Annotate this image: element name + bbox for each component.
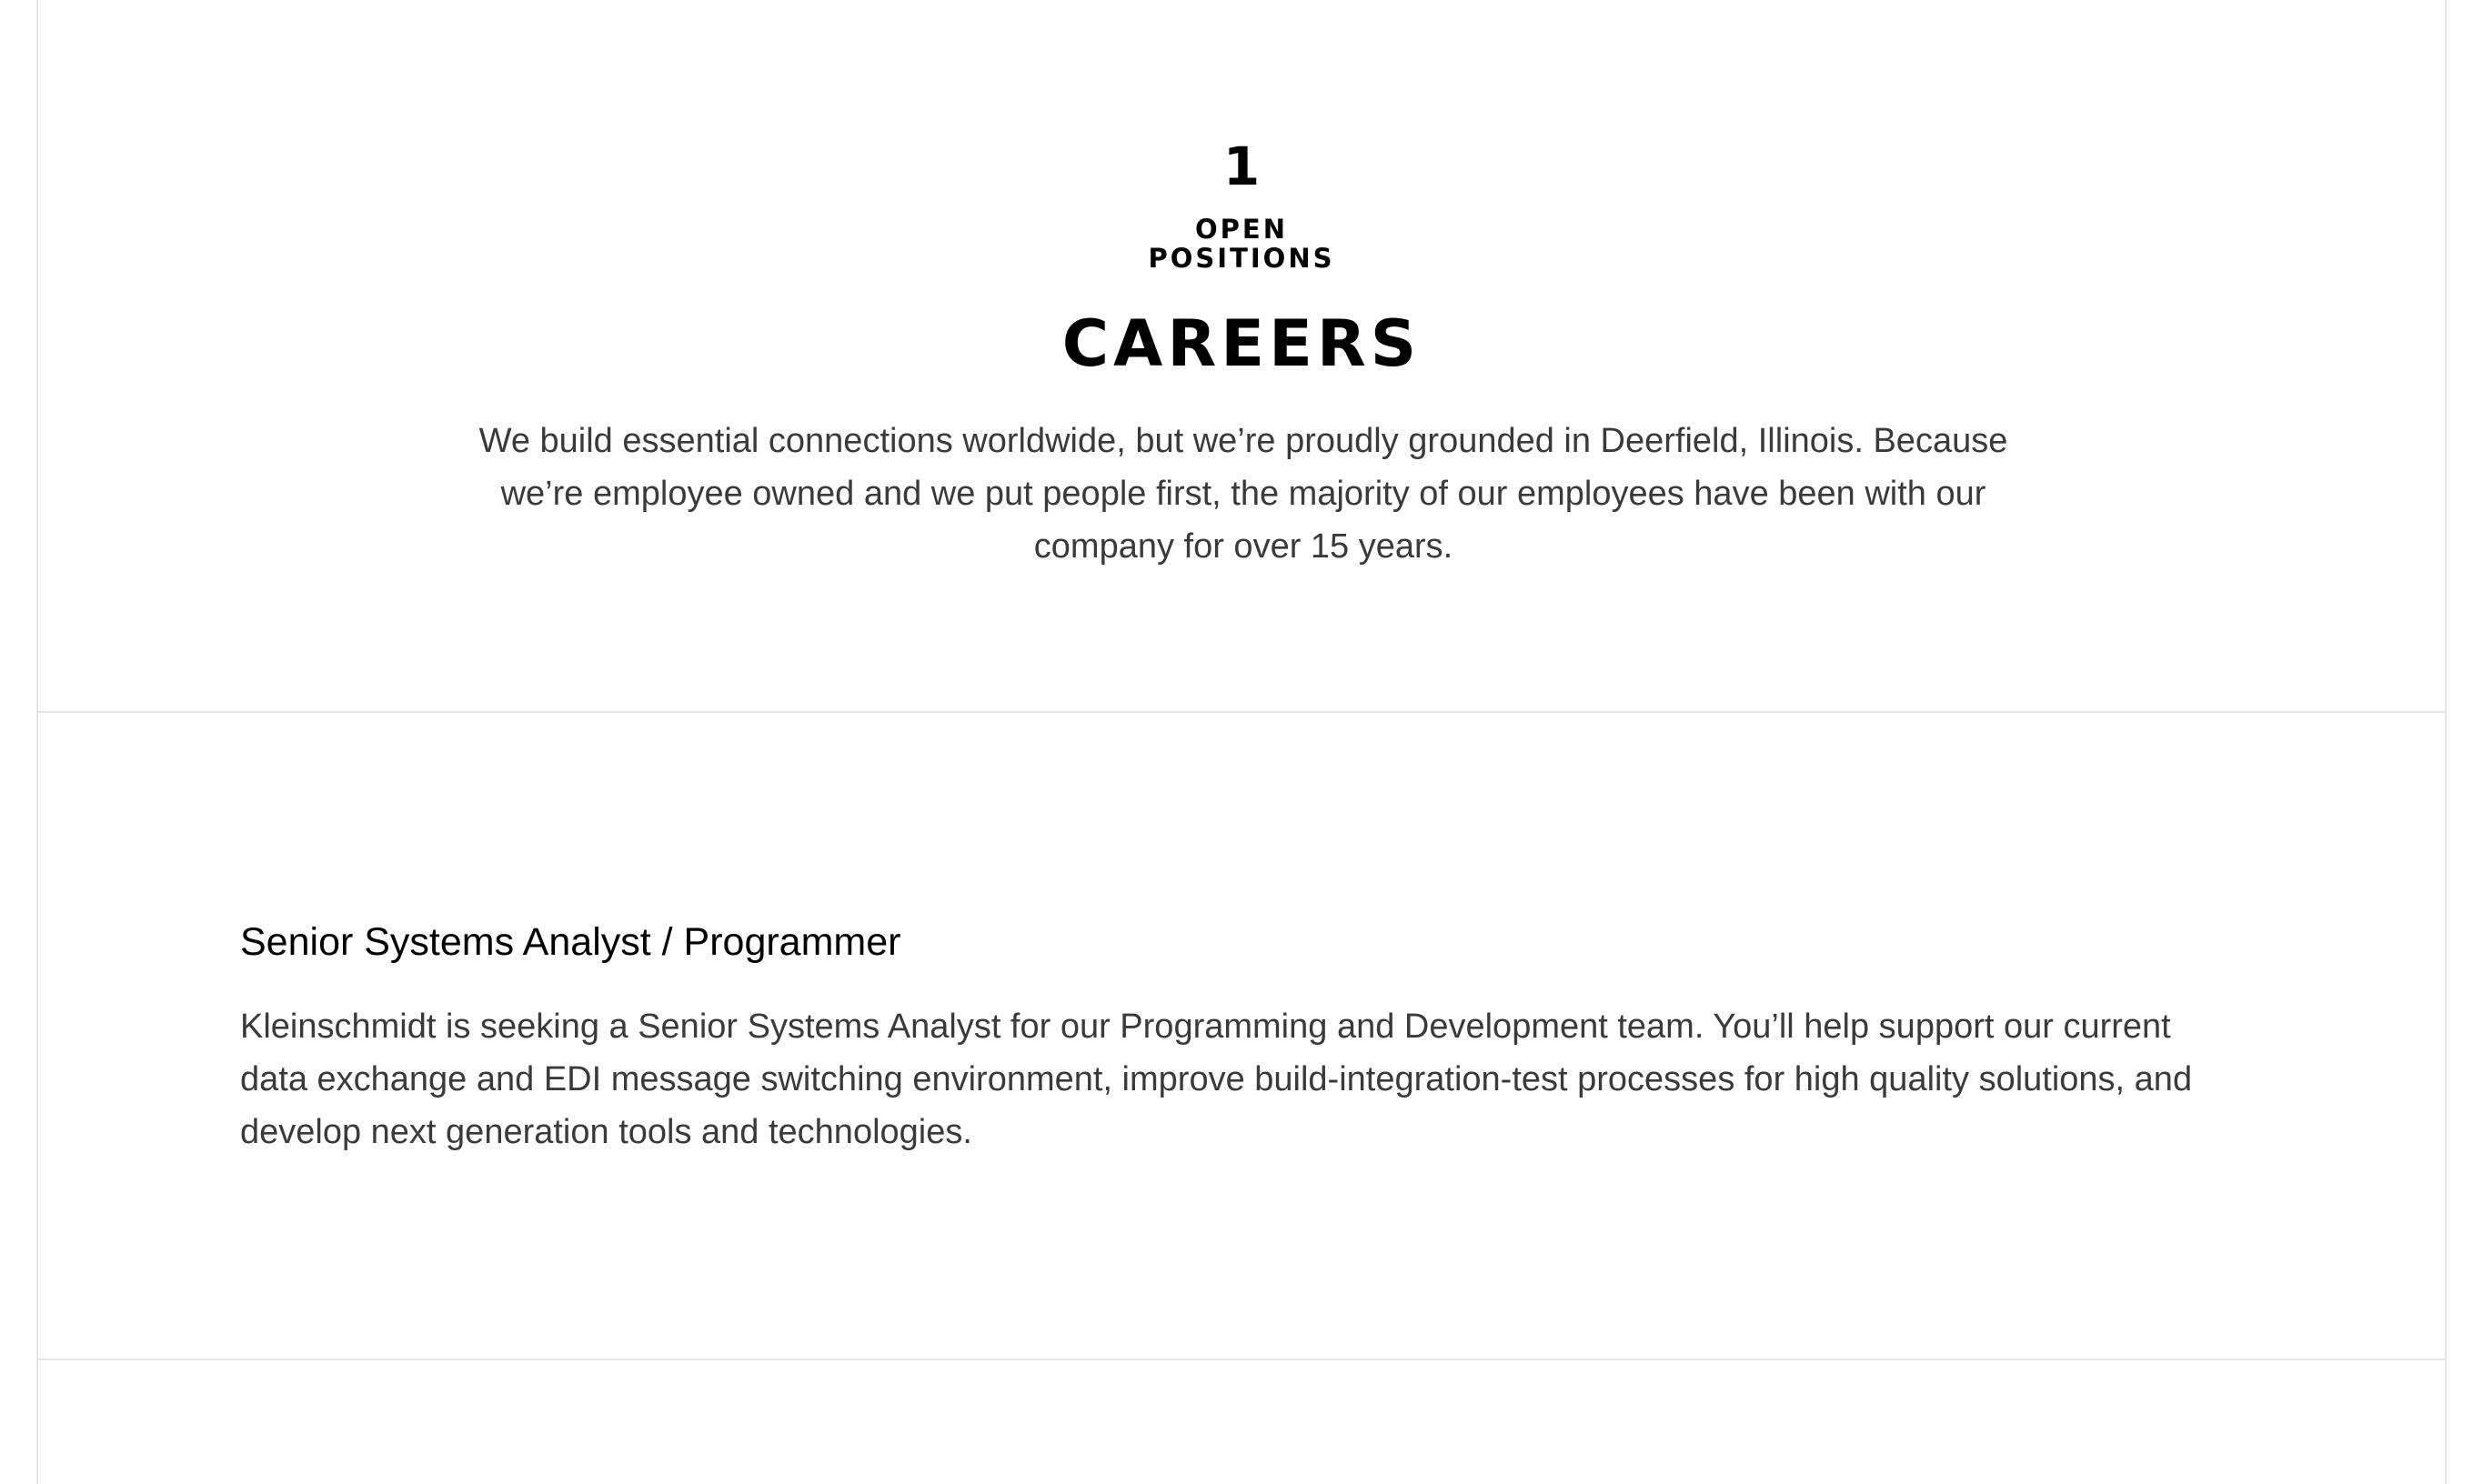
open-label-line2: POSITIONS bbox=[1148, 243, 1335, 274]
careers-hero bbox=[38, 0, 2445, 713]
open-label-line1: OPEN bbox=[1195, 214, 1288, 245]
job-listing[interactable] bbox=[38, 713, 2445, 1360]
open-positions-count: 1 bbox=[1222, 135, 1261, 197]
job-title-link[interactable]: Senior Systems Analyst / Programmer bbox=[240, 920, 901, 964]
page-title: CAREERS bbox=[1061, 306, 1422, 381]
careers-intro: We build essential connections worldwide, but we’re proudly grounded in Deerfield, Illinois. Because we’re employee owned and we put people first, the majority of our employees have been with our company for over 15 years. bbox=[478, 422, 2008, 566]
job-description: Kleinschmidt is seeking a Senior Systems Analyst for our Programming and Development team. You’ll help support our current data exchange and EDI message switching environment, improve build-integration-test processes for high quality solutions, and develop next generation tools and technologies. bbox=[240, 1008, 2193, 1151]
page-frame bbox=[36, 0, 2447, 1484]
open-positions-label bbox=[38, 215, 2445, 273]
